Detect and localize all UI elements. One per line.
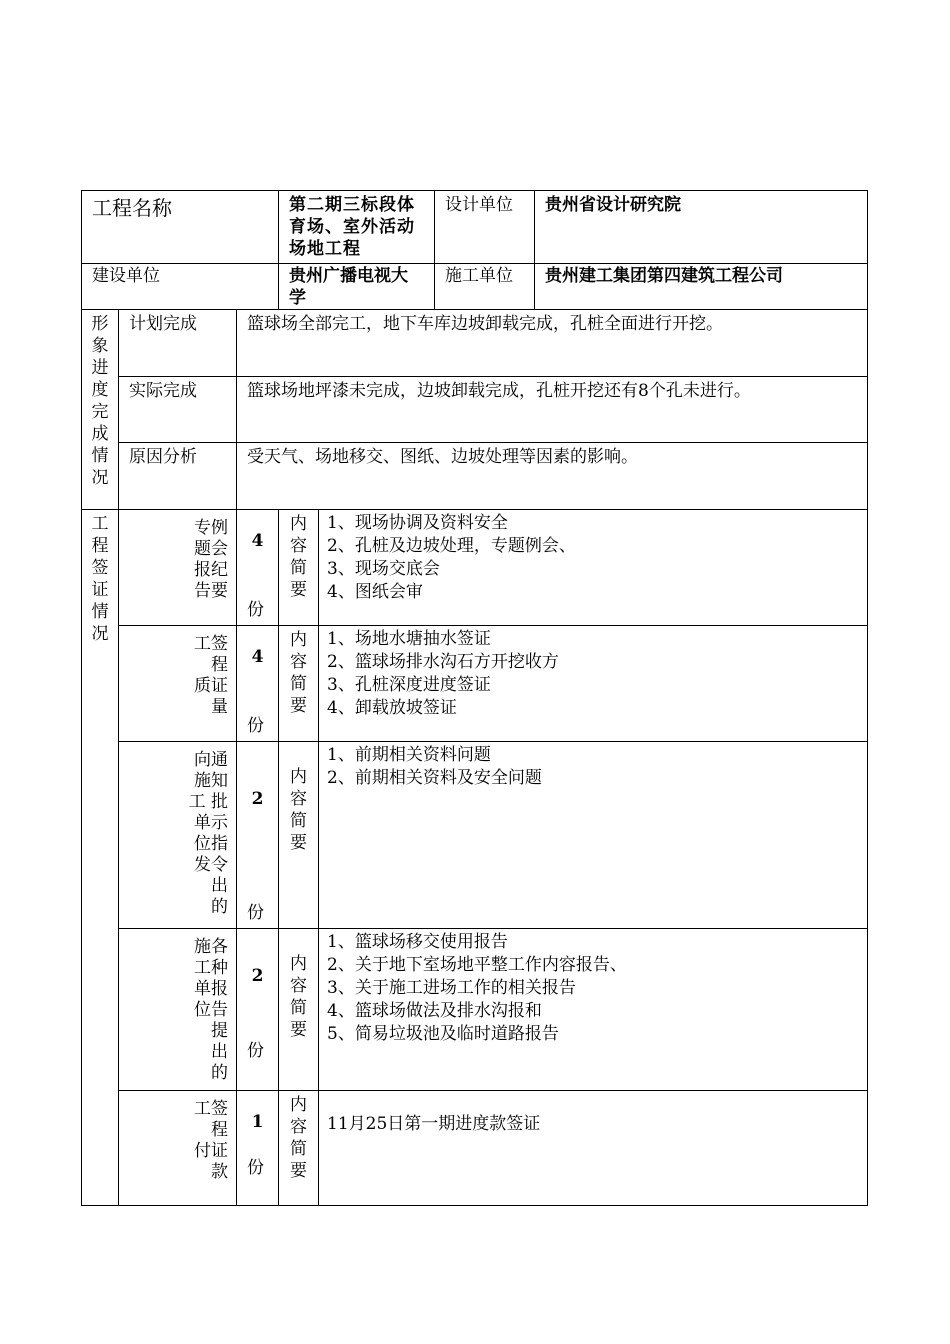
design-unit-value: 贵州省设计研究院 <box>535 191 868 264</box>
list-item: 1、篮球场移交使用报告 <box>327 932 508 952</box>
doc-type-quality-visa: 工签 程 质证 量 <box>119 626 237 742</box>
summary-label: 内 容 简 要 <box>279 510 319 626</box>
progress-report-table <box>81 190 868 1206</box>
list-item: 2、篮球场排水沟石方开挖收方 <box>327 652 559 672</box>
doc-count: 2 份 <box>237 742 279 929</box>
doc-type-special-meeting: 专例 题会 报纪 告要 <box>119 510 237 626</box>
list-item: 1、现场协调及资料安全 <box>327 513 508 533</box>
summary-list <box>319 510 868 626</box>
reason-text: 受天气、场地移交、图纸、边坡处理等因素的影响。 <box>237 443 868 510</box>
doc-count: 4 份 <box>237 626 279 742</box>
progress-side-label: 形 象 进 度 完 成 情 况 <box>82 310 119 510</box>
owner-unit-value: 贵州广播电视大学 <box>279 264 435 310</box>
list-item: 3、关于施工进场工作的相关报告 <box>327 978 576 998</box>
summary-label: 内 容 简 要 <box>279 1091 319 1206</box>
doc-type-contractor-report: 施各 工种 单报 位告 提 出 的 <box>119 929 237 1091</box>
contractor-value: 贵州建工集团第四建筑工程公司 <box>535 264 868 310</box>
list-item: 2、孔桩及边坡处理，专题例会、 <box>327 536 576 556</box>
summary-list <box>319 626 868 742</box>
summary-list <box>319 1091 868 1206</box>
actual-label: 实际完成 <box>119 377 237 443</box>
doc-type-instruction-notice: 向通 施知 工 批 单示 位指 发令 出 的 <box>119 742 237 929</box>
summary-label: 内 容 简 要 <box>279 626 319 742</box>
summary-list <box>319 929 868 1091</box>
list-item: 4、篮球场做法及排水沟报和 <box>327 1001 542 1021</box>
project-name-value: 第二期三标段体育场、室外活动场地工程 <box>279 191 435 264</box>
doc-count: 2 份 <box>237 929 279 1091</box>
list-item: 4、图纸会审 <box>327 582 423 602</box>
list-item: 2、前期相关资料及安全问题 <box>327 768 542 788</box>
summary-list <box>319 742 868 929</box>
list-item: 3、孔桩深度进度签证 <box>327 675 491 695</box>
reason-label: 原因分析 <box>119 443 237 510</box>
contractor-label: 施工单位 <box>435 264 535 310</box>
planned-label: 计划完成 <box>119 310 237 377</box>
project-name-label: 工程名称 <box>82 191 279 264</box>
visa-side-label: 工 程 签 证 情 况 <box>82 510 119 1206</box>
list-item: 3、现场交底会 <box>327 559 440 579</box>
list-item: 11月25日第一期进度款签证 <box>327 1114 541 1134</box>
doc-count: 1 份 <box>237 1091 279 1206</box>
design-unit-label: 设计单位 <box>435 191 535 264</box>
summary-label: 内 容 简 要 <box>279 742 319 929</box>
list-item: 4、卸载放坡签证 <box>327 698 457 718</box>
planned-text: 篮球场全部完工，地下车库边坡卸载完成，孔桩全面进行开挖。 <box>237 310 868 377</box>
list-item: 1、场地水塘抽水签证 <box>327 629 491 649</box>
list-item: 1、前期相关资料问题 <box>327 745 491 765</box>
doc-count: 4 份 <box>237 510 279 626</box>
owner-unit-label: 建设单位 <box>82 264 279 310</box>
list-item: 2、关于地下室场地平整工作内容报告、 <box>327 955 627 975</box>
doc-type-payment-visa: 工签 程 付证 款 <box>119 1091 237 1206</box>
summary-label: 内 容 简 要 <box>279 929 319 1091</box>
list-item: 5、简易垃圾池及临时道路报告 <box>327 1024 559 1044</box>
actual-text: 篮球场地坪漆未完成，边坡卸载完成，孔桩开挖还有8个孔未进行。 <box>237 377 868 443</box>
